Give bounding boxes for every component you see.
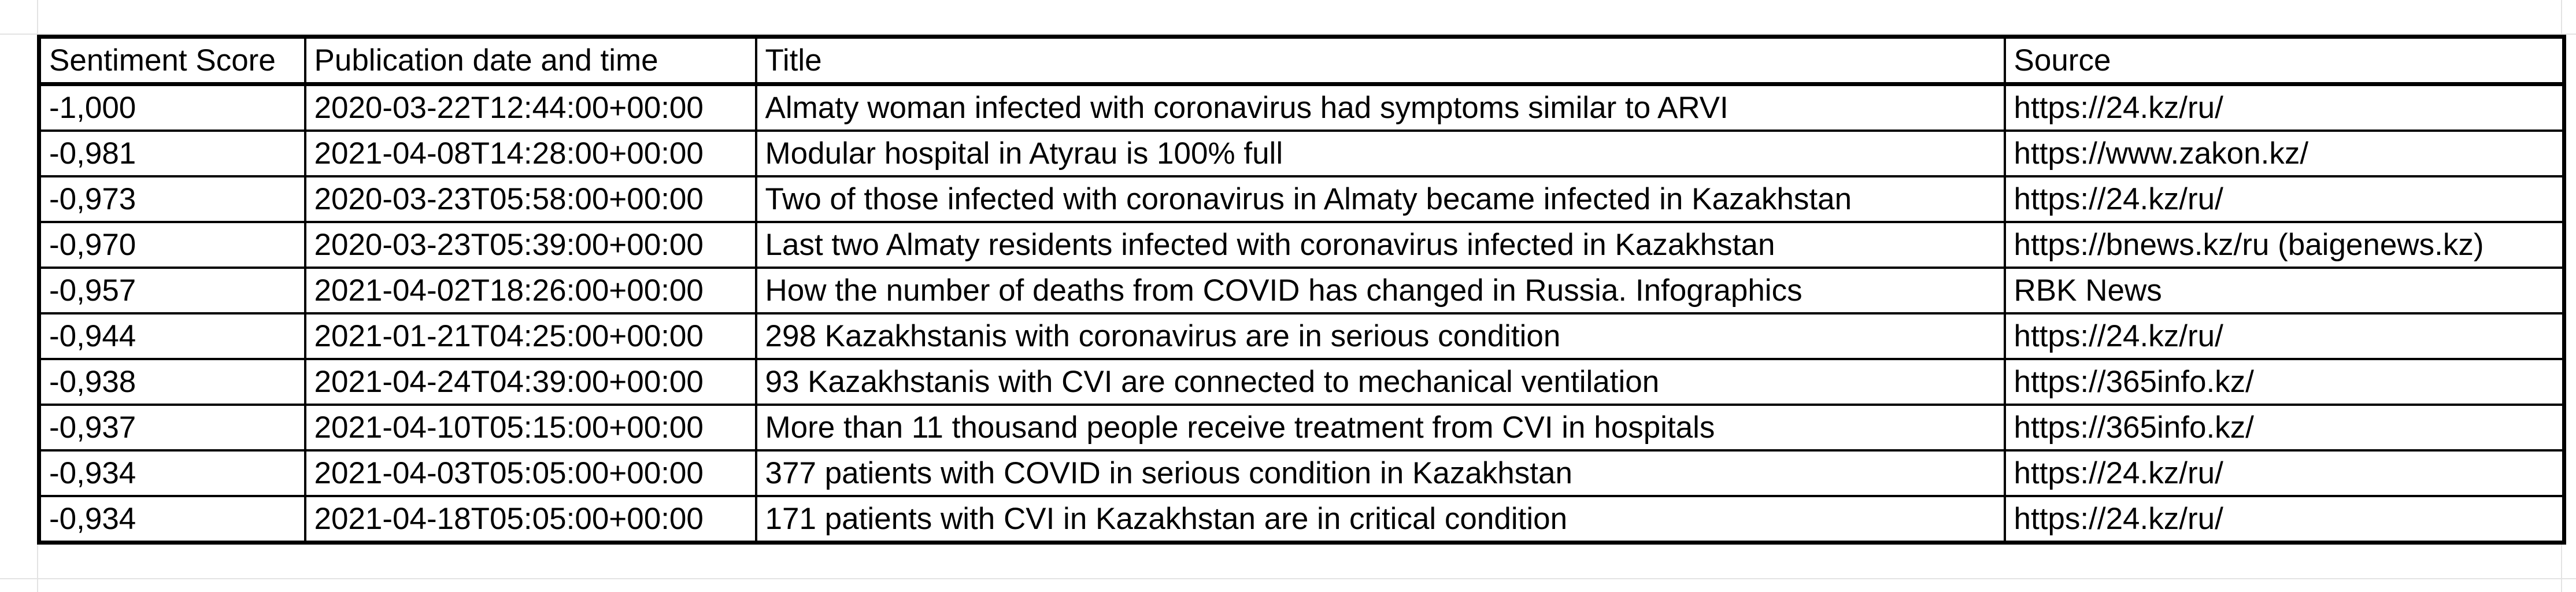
cell-title[interactable]: Two of those infected with coronavirus in Almaty became infected in Kazakhstan — [756, 176, 2005, 222]
cell-publication-date[interactable]: 2020-03-22T12:44:00+00:00 — [305, 84, 756, 131]
table-row — [39, 313, 2564, 359]
cell-sentiment-score[interactable]: -0,937 — [39, 405, 305, 450]
cell-source[interactable]: RBK News — [2005, 268, 2564, 313]
cell-sentiment-score[interactable]: -0,934 — [39, 496, 305, 543]
cell-source[interactable]: https://bnews.kz/ru (baigenews.kz) — [2005, 222, 2564, 268]
cell-source[interactable]: https://365info.kz/ — [2005, 359, 2564, 405]
table-row — [39, 222, 2564, 268]
cell-title[interactable]: 171 patients with CVI in Kazakhstan are in critical condition — [756, 496, 2005, 543]
cell-publication-date[interactable]: 2021-04-10T05:15:00+00:00 — [305, 405, 756, 450]
cell-publication-date[interactable]: 2021-04-24T04:39:00+00:00 — [305, 359, 756, 405]
header-row — [39, 37, 2564, 84]
cell-source[interactable]: https://24.kz/ru/ — [2005, 313, 2564, 359]
gridline — [0, 578, 2576, 579]
cell-sentiment-score[interactable]: -0,973 — [39, 176, 305, 222]
cell-title[interactable]: Modular hospital in Atyrau is 100% full — [756, 131, 2005, 176]
cell-title[interactable]: More than 11 thousand people receive treatment from CVI in hospitals — [756, 405, 2005, 450]
cell-source[interactable]: https://24.kz/ru/ — [2005, 496, 2564, 543]
table-row — [39, 359, 2564, 405]
column-header-title[interactable]: Title — [756, 37, 2005, 84]
table-row — [39, 84, 2564, 131]
cell-publication-date[interactable]: 2021-04-18T05:05:00+00:00 — [305, 496, 756, 543]
table-row — [39, 405, 2564, 450]
sentiment-table — [37, 35, 2566, 545]
cell-publication-date[interactable]: 2021-01-21T04:25:00+00:00 — [305, 313, 756, 359]
cell-sentiment-score[interactable]: -0,934 — [39, 450, 305, 496]
cell-title[interactable]: Last two Almaty residents infected with coronavirus infected in Kazakhstan — [756, 222, 2005, 268]
cell-source[interactable]: https://24.kz/ru/ — [2005, 450, 2564, 496]
cell-publication-date[interactable]: 2021-04-08T14:28:00+00:00 — [305, 131, 756, 176]
table-header — [39, 37, 2564, 84]
cell-publication-date[interactable]: 2021-04-02T18:26:00+00:00 — [305, 268, 756, 313]
cell-title[interactable]: 298 Kazakhstanis with coronavirus are in serious condition — [756, 313, 2005, 359]
cell-publication-date[interactable]: 2020-03-23T05:39:00+00:00 — [305, 222, 756, 268]
column-header-sentiment-score[interactable]: Sentiment Score — [39, 37, 305, 84]
cell-title[interactable]: 93 Kazakhstanis with CVI are connected to mechanical ventilation — [756, 359, 2005, 405]
cell-sentiment-score[interactable]: -0,944 — [39, 313, 305, 359]
cell-source[interactable]: https://24.kz/ru/ — [2005, 84, 2564, 131]
cell-publication-date[interactable]: 2020-03-23T05:58:00+00:00 — [305, 176, 756, 222]
cell-sentiment-score[interactable]: -0,938 — [39, 359, 305, 405]
cell-sentiment-score[interactable]: -0,957 — [39, 268, 305, 313]
table-row — [39, 268, 2564, 313]
cell-title[interactable]: Almaty woman infected with coronavirus had symptoms similar to ARVI — [756, 84, 2005, 131]
table-row — [39, 450, 2564, 496]
cell-sentiment-score[interactable]: -0,981 — [39, 131, 305, 176]
cell-sentiment-score[interactable]: -0,970 — [39, 222, 305, 268]
cell-source[interactable]: https://www.zakon.kz/ — [2005, 131, 2564, 176]
cell-publication-date[interactable]: 2021-04-03T05:05:00+00:00 — [305, 450, 756, 496]
table-row — [39, 496, 2564, 543]
table-row — [39, 131, 2564, 176]
cell-source[interactable]: https://24.kz/ru/ — [2005, 176, 2564, 222]
cell-source[interactable]: https://365info.kz/ — [2005, 405, 2564, 450]
cell-sentiment-score[interactable]: -1,000 — [39, 84, 305, 131]
column-header-source[interactable]: Source — [2005, 37, 2564, 84]
cell-title[interactable]: How the number of deaths from COVID has changed in Russia. Infographics — [756, 268, 2005, 313]
column-header-publication-date[interactable]: Publication date and time — [305, 37, 756, 84]
cell-title[interactable]: 377 patients with COVID in serious condition in Kazakhstan — [756, 450, 2005, 496]
table-row — [39, 176, 2564, 222]
table-body — [39, 84, 2564, 543]
